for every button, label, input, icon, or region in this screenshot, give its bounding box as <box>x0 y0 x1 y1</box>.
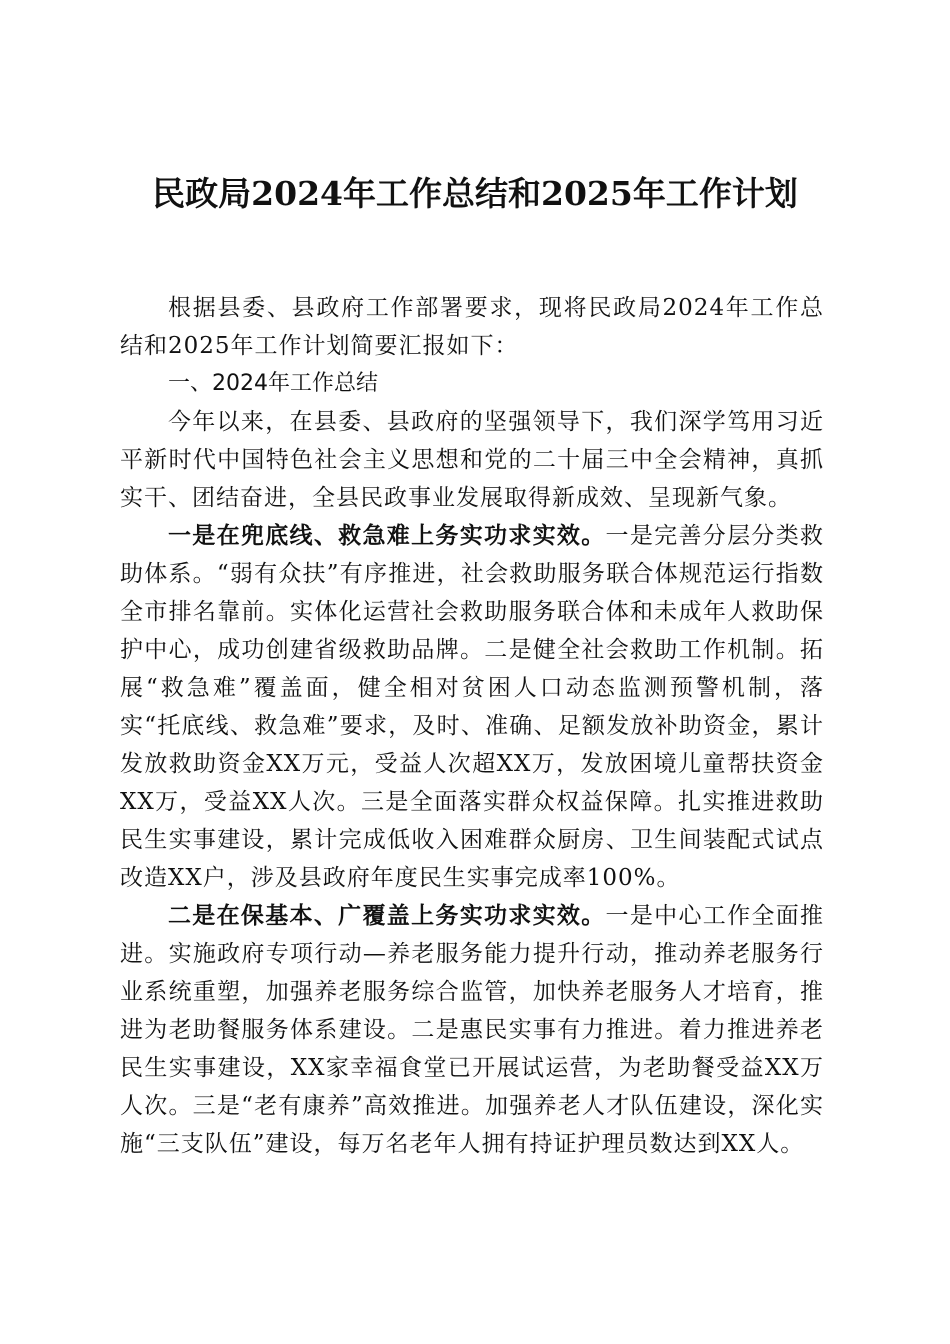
item-paragraph-2 <box>120 897 824 1163</box>
item-lead-1: 一是在兜底线、救急难上务实功求实效。 <box>168 523 606 549</box>
item-text-2: 一是中心工作全面推进。实施政府专项行动—养老服务能力提升行动，推动养老服务行业系统重塑，加强养老服务综合监管，加快养老服务人才培育，推进为老助餐服务体系建设。二是惠民实事有力推进。着力推进养老民生实事建设，XX家幸福食堂已开展试运营，为老助餐受益XX万人次。三是“老有康养”高效推进。加强养老人才队伍建设，深化实施“三支队伍”建设，每万名老年人拥有持证护理员数达到XX人。 <box>120 903 825 1157</box>
intro-paragraph: 根据县委、县政府工作部署要求，现将民政局2024年工作总结和2025年工作计划简要汇报如下： <box>120 295 824 359</box>
document-title: 民政局2024年工作总结和2025年工作计划 <box>152 174 798 213</box>
item-text-1: 一是完善分层分类救助体系。“弱有众扶”有序推进，社会救助服务联合体规范运行指数全市排名靠前。实体化运营社会救助服务联合体和未成年人救助保护中心，成功创建省级救助品牌。二是健全社会救助工作机制。拓展“救急难”覆盖面，健全相对贫困人口动态监测预警机制，落实“托底线、救急难”要求，及时、准确、足额发放补助资金，累计发放救助资金XX万元，受益人次超XX万，发放困境儿童帮扶资金XX万，受益XX人次。三是全面落实群众权益保障。扎实推进救助民生实事建设，累计完成低收入困难群众厨房、卫生间装配式试点改造XX户，涉及县政府年度民生实事完成率100%。 <box>120 523 825 891</box>
document-body <box>120 289 824 1163</box>
item-paragraph-1 <box>120 517 824 897</box>
item-lead-2: 二是在保基本、广覆盖上务实功求实效。 <box>168 903 606 929</box>
overview-paragraph: 今年以来，在县委、县政府的坚强领导下，我们深学笃用习近平新时代中国特色社会主义思想和党的二十届三中全会精神，真抓实干、团结奋进，全县民政事业发展取得新成效、呈现新气象。 <box>120 409 824 511</box>
section-heading: 一、2024年工作总结 <box>168 371 378 396</box>
